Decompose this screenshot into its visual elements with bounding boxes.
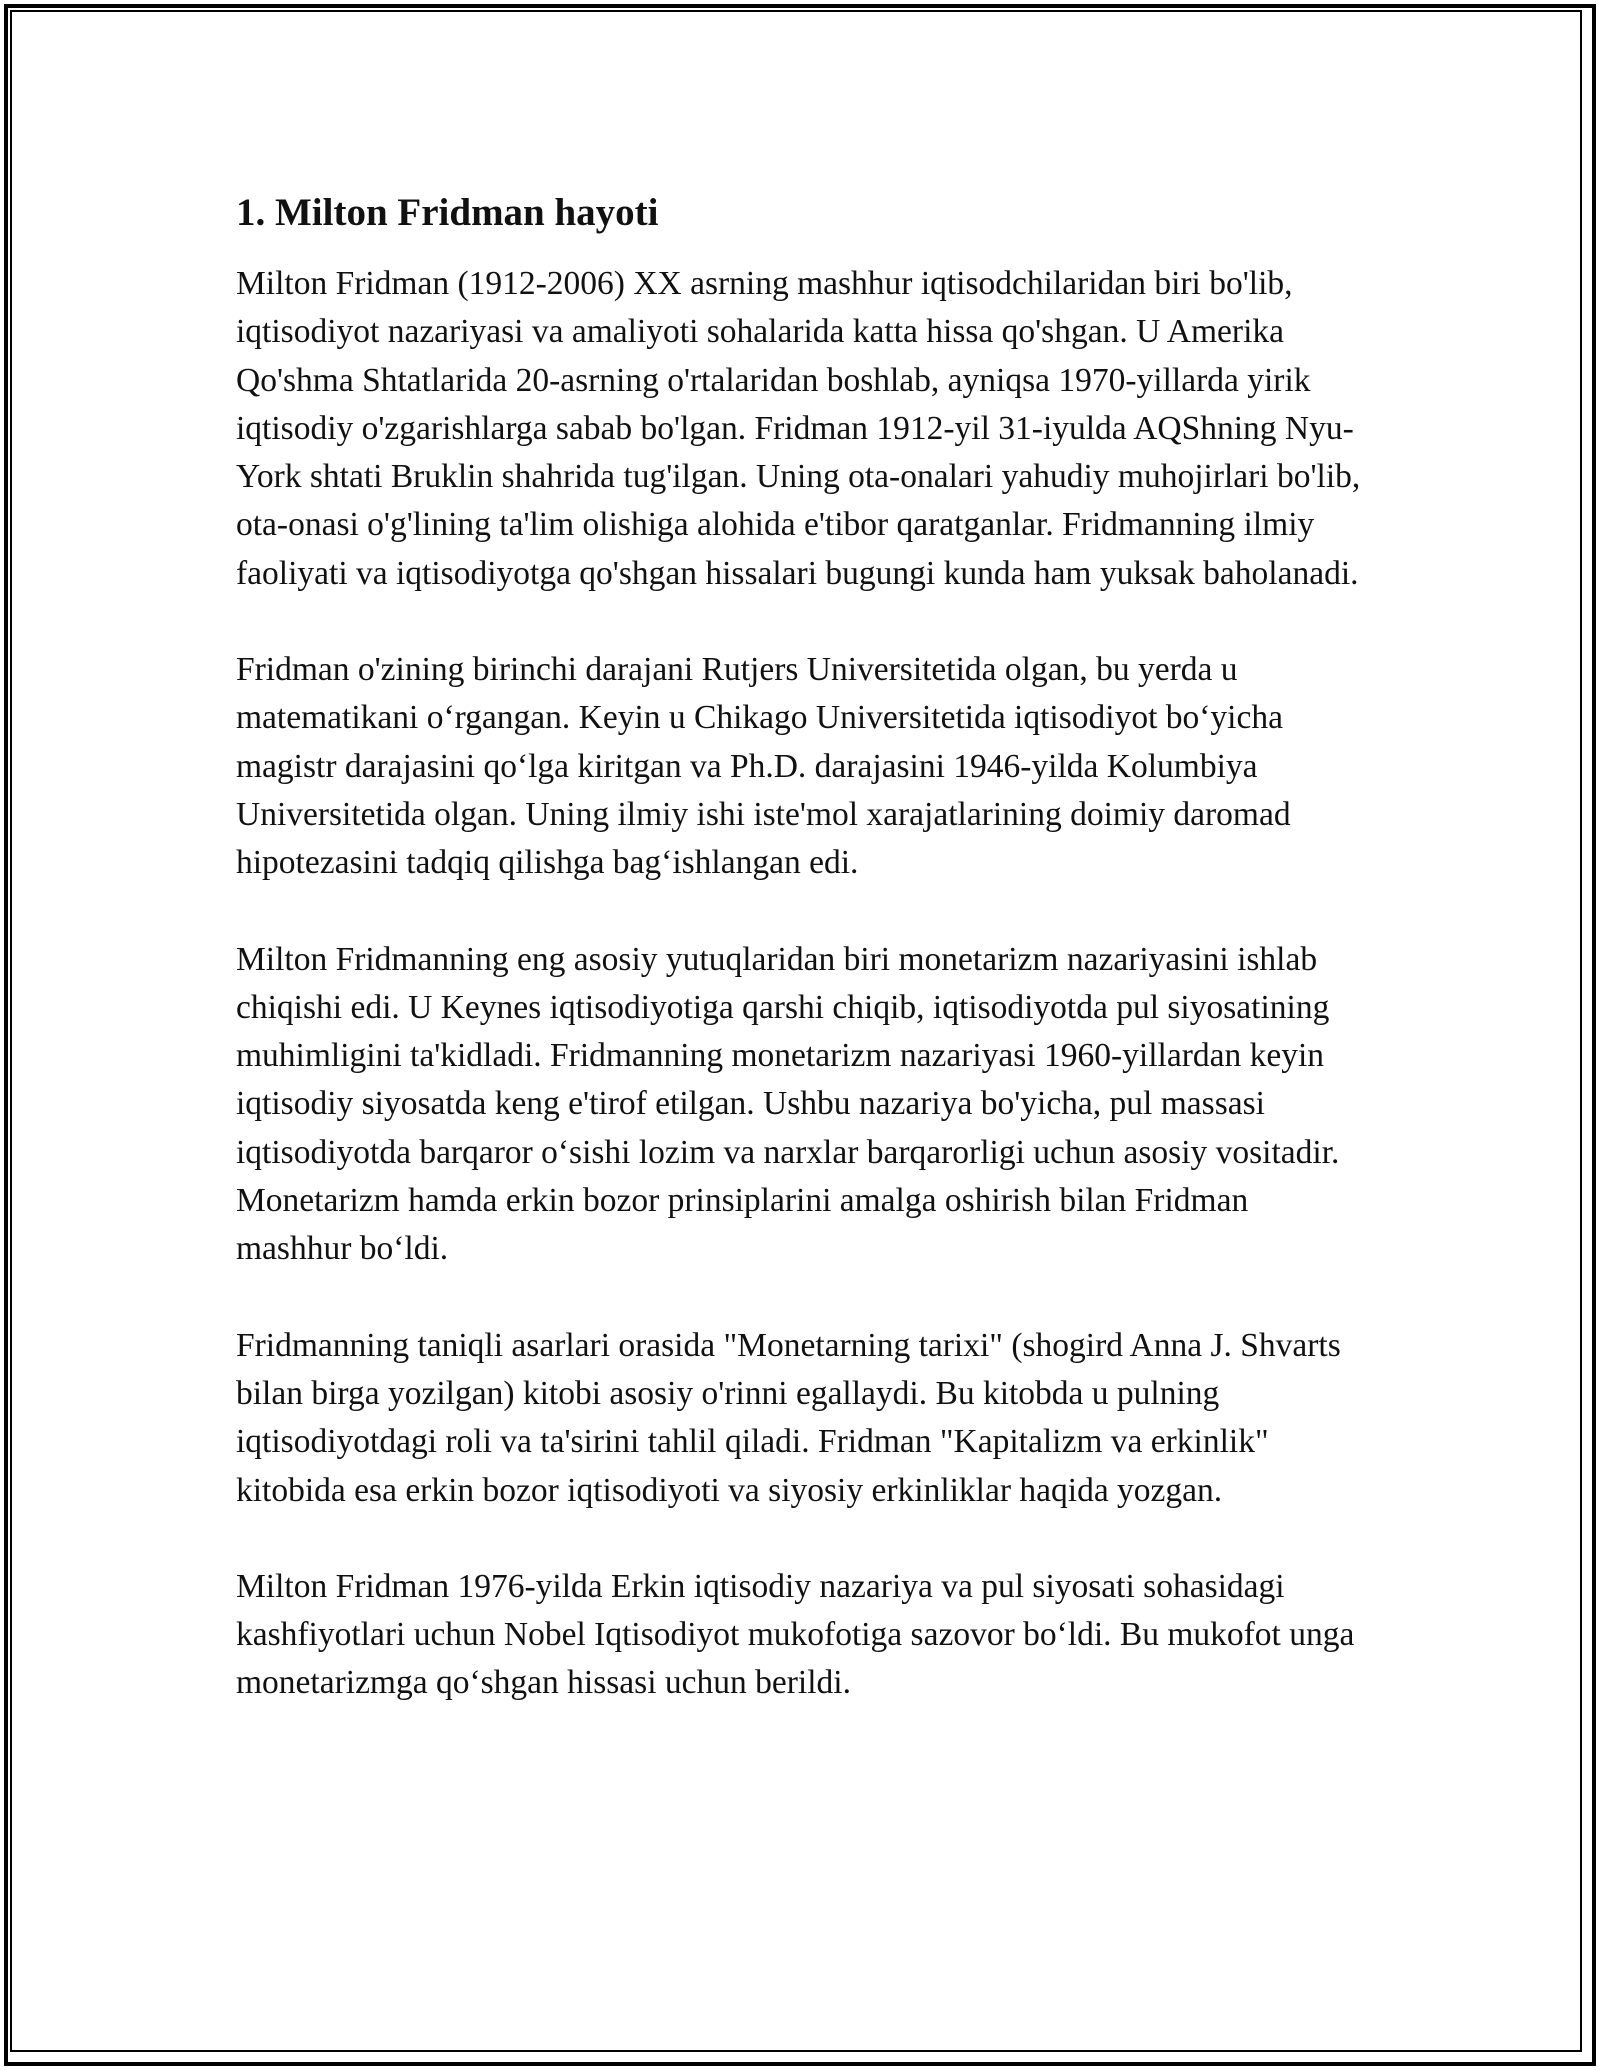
paragraph-biography: Milton Fridman (1912-2006) XX asrning mashhur iqtisodchilaridan biri bo'lib, iqtisodiyot nazariyasi va amaliyoti sohalarida katta hissa qo'shgan. U Amerika Qo'shma Shtatlarida 20-asrning o'rtalaridan boshlab, ayniqsa 1970-yillarda yirik iqtisodiy o'zgarishlarga sabab bo'lgan. Fridman 1912-yil 31-iyulda AQShning Nyu-York shtati Bruklin shahrida tug'ilgan. Uning ota-onalari yahudiy muhojirlari bo'lib, ota-onasi o'g'lining ta'lim olishiga alohida e'tibor qaratganlar. Fridmanning ilmiy faoliyati va iqtisodiyotga qo'shgan hissalari bugungi kunda ham yuksak baholanadi. (236, 265, 1361, 592)
paragraph-nobel: Milton Fridman 1976-yilda Erkin iqtisodiy nazariya va pul siyosati sohasidagi kashfiyotlari uchun Nobel Iqtisodiyot mukofotiga sazovor bo‘ldi. Bu mukofot unga monetarizmga qo‘shgan hissasi uchun berildi. (236, 1567, 1355, 1702)
section-heading: 1. Milton Fridman hayoti (236, 191, 659, 234)
document-body (236, 188, 1366, 1756)
paragraph-education: Fridman o'zining birinchi darajani Rutjers Universitetida olgan, bu yerda u matematikani o‘rgangan. Keyin u Chikago Universitetida iqtisodiyot bo‘yicha magistr darajasini qo‘lga kiritgan va Ph.D. darajasini 1946-yilda Kolumbiya Universitetida olgan. Uning ilmiy ishi iste'mol xarajatlarining doimiy daromad hipotezasini tadqiq qilishga bag‘ishlangan edi. (236, 651, 1291, 882)
paragraph-monetarism: Milton Fridmanning eng asosiy yutuqlaridan biri monetarizm nazariyasini ishlab chiqishi edi. U Keynes iqtisodiyotiga qarshi chiqib, iqtisodiyotda pul siyosatining muhimligini ta'kidladi. Fridmanning monetarizm nazariyasi 1960-yillardan keyin iqtisodiy siyosatda keng e'tirof etilgan. Ushbu nazariya bo'yicha, pul massasi iqtisodiyotda barqaror o‘sishi lozim va narxlar barqarorligi uchun asosiy vositadir. Monetarizm hamda erkin bozor prinsiplarini amalga oshirish bilan Fridman mashhur bo‘ldi. (236, 940, 1340, 1268)
paragraph-works: Fridmanning taniqli asarlari orasida "Monetarning tarixi" (shogird Anna J. Shvarts bilan birga yozilgan) kitobi asosiy o'rinni egallaydi. Bu kitobda u pulning iqtisodiyotdagi roli va ta'sirini tahlil qiladi. Fridman "Kapitalizm va erkinlik" kitobida esa erkin bozor iqtisodiyoti va siyosiy erkinliklar haqida yozgan. (236, 1326, 1341, 1509)
